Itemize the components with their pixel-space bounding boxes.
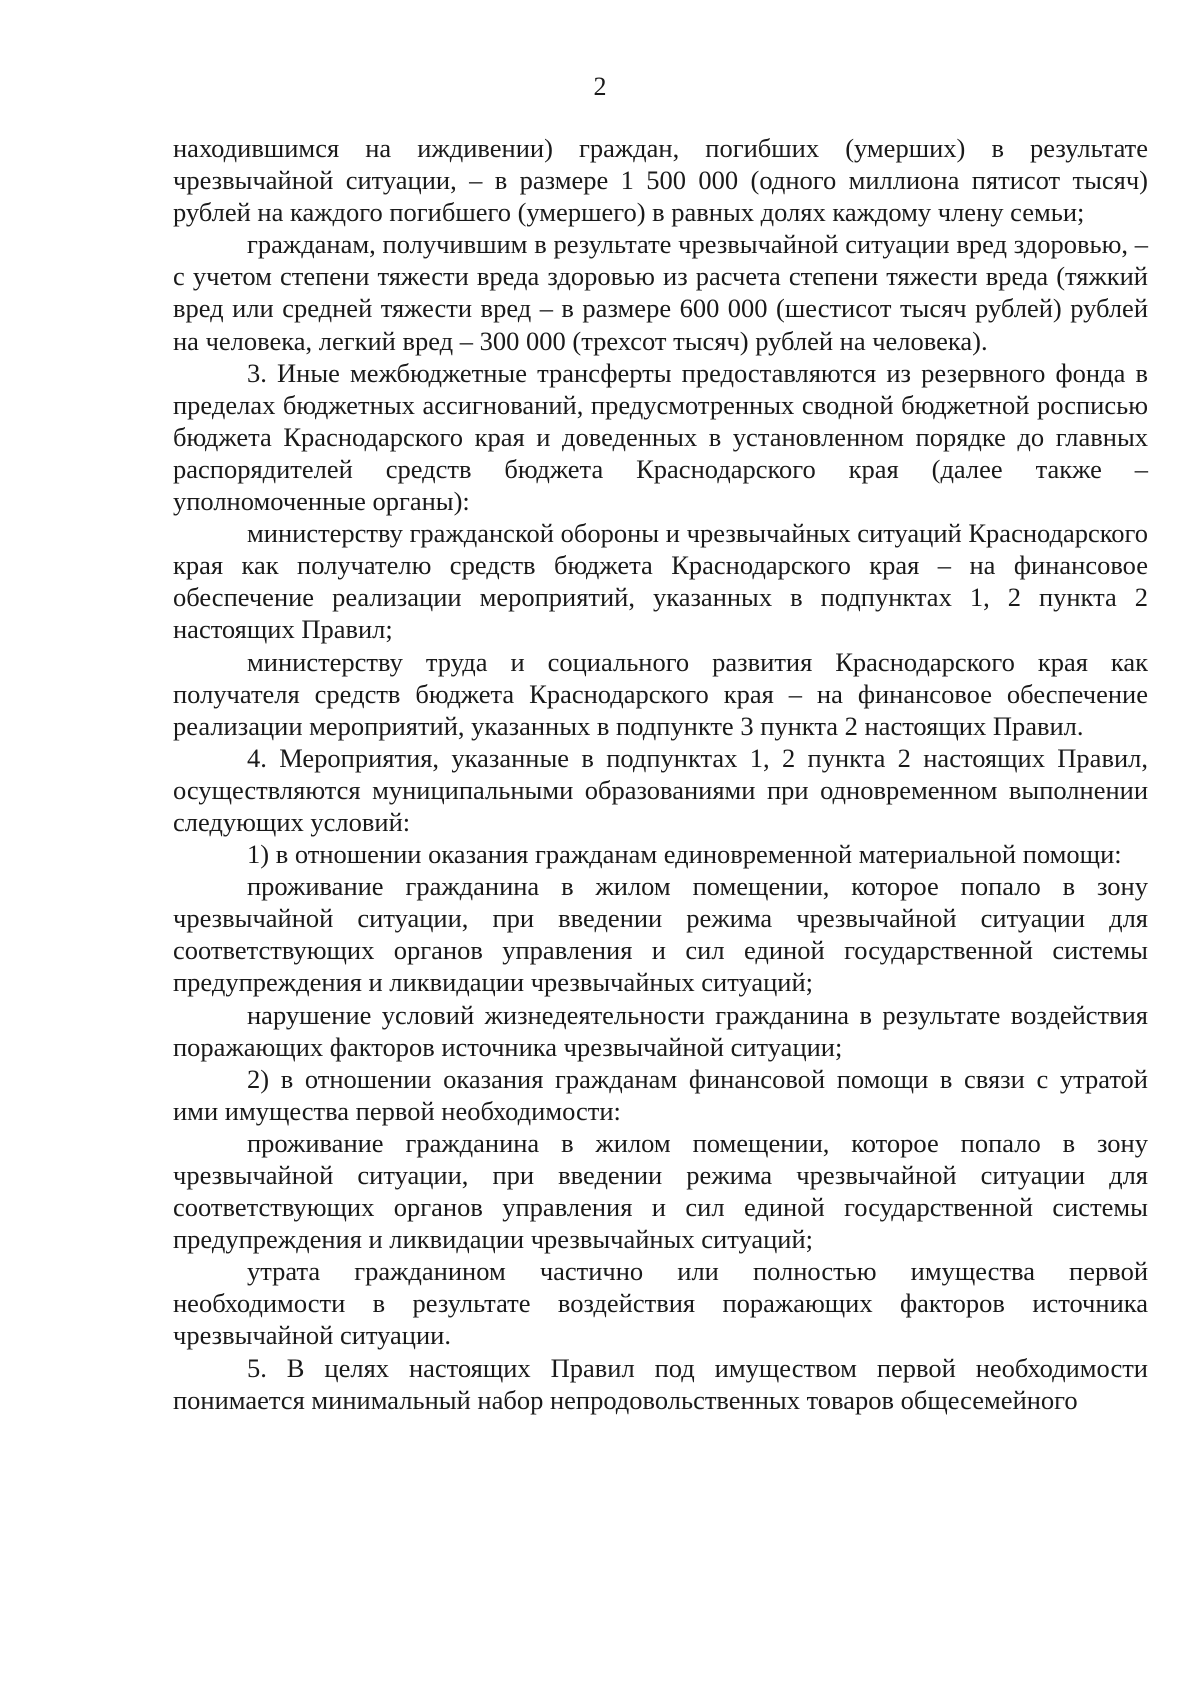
paragraph-residence-condition-2: проживание гражданина в жилом помещении, которое попало в зону чрезвычайной ситуации, при введении режима чрезвычайной ситуации для соответствующих органов управления и сил единой государственной системы предупреждения и ликвидации чрезвычайных ситуаций; (173, 1127, 1148, 1255)
paragraph-item-4: 4. Мероприятия, указанные в подпунктах 1, 2 пункта 2 настоящих Правил, осуществляются муниципальными образованиями при одновременном выполнении следующих условий: (173, 742, 1148, 837)
paragraph-ministry-civil-defense: министерству гражданской обороны и чрезвычайных ситуаций Краснодарского края как получателю средств бюджета Краснодарского края – на финансовое обеспечение реализации мероприятий, указанных в подпунктах 1, 2 пункта 2 настоящих Правил; (173, 518, 1148, 645)
paragraph-residence-condition-1: проживание гражданина в жилом помещении, которое попало в зону чрезвычайной ситуации, при введении режима чрезвычайной ситуации для соответствующих органов управления и сил единой государственной системы предупреждения и ликвидации чрезвычайных ситуаций; (173, 871, 1148, 998)
paragraph-health-harm: гражданам, получившим в результате чрезвычайной ситуации вред здоровью, – с учетом степени тяжести вреда здоровью из расчета степени тяжести вреда (тяжкий вред или средней тяжести вред – в размере 600 000 (шестисот тысяч рублей) рублей на человека, легкий вред – 300 000 (трехсот тысяч) рублей на человека). (173, 229, 1148, 356)
paragraph-ministry-labor: министерству труда и социального развития Краснодарского края как получателя средств бюджета Краснодарского края – на финансовое обеспечение реализации мероприятий, указанных в подпункте 3 пункта 2 настоящих Правил. (173, 646, 1148, 741)
page-number: 2 (593, 72, 607, 101)
paragraph-item-3: 3. Иные межбюджетные трансферты предоставляются из резервного фонда в пределах бюджетных ассигнований, предусмотренных сводной бюджетной росписью бюджета Краснодарского края и доведенных в установленном порядке до главных распорядителей средств бюджета Краснодарского края (далее также – уполномоченные органы): (173, 357, 1148, 517)
paragraph-living-conditions: нарушение условий жизнедеятельности гражданина в результате воздействия поражающих факторов источника чрезвычайной ситуации; (173, 999, 1148, 1062)
document-body (173, 132, 1148, 1416)
paragraph-item-5: 5. В целях настоящих Правил под имуществом первой необходимости понимается минимальный набор непродовольственных товаров общесемейного (173, 1352, 1148, 1415)
paragraph-subitem-2: 2) в отношении оказания гражданам финансовой помощи в связи с утратой ими имущества первой необходимости: (173, 1063, 1148, 1126)
paragraph-continuation: находившимся на иждивении) граждан, погибших (умерших) в результате чрезвычайной ситуации, – в размере 1 500 000 (одного миллиона пятисот тысяч) рублей на каждого погибшего (умершего) в равных долях каждому члену семьи; (173, 133, 1148, 228)
paragraph-property-loss: утрата гражданином частично или полностью имущества первой необходимости в результате воздействия поражающих факторов источника чрезвычайной ситуации. (173, 1256, 1148, 1351)
paragraph-subitem-1: 1) в отношении оказания гражданам единовременной материальной помощи: (247, 839, 1122, 870)
